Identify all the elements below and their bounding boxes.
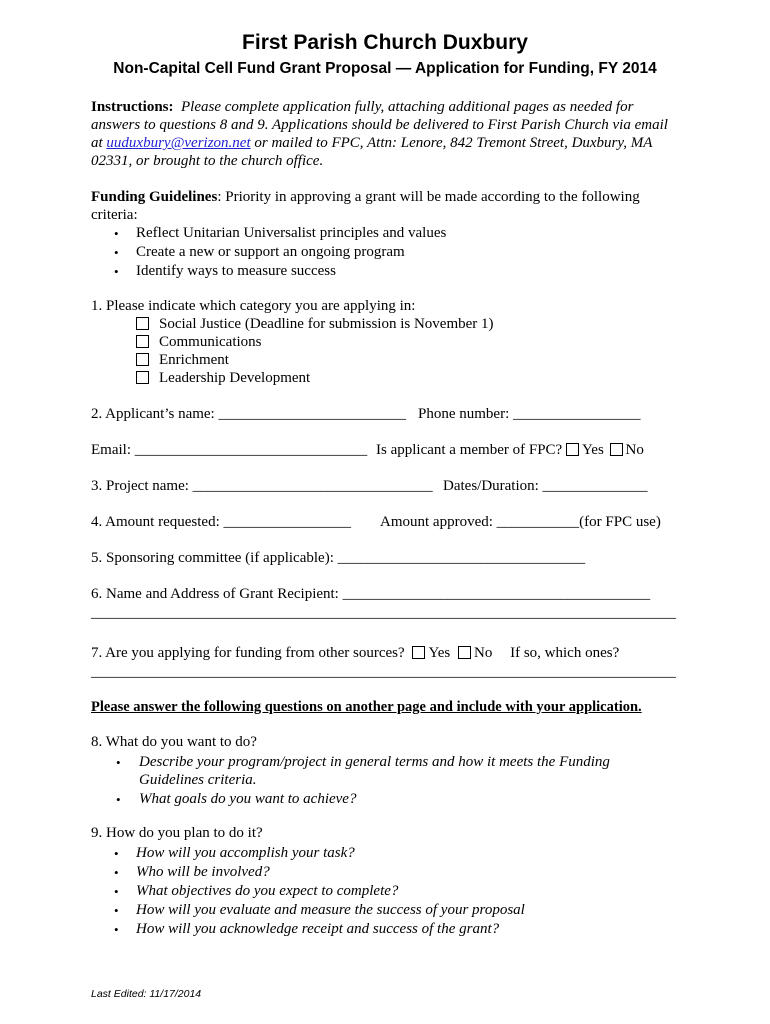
guidelines-label: Funding Guidelines (91, 189, 218, 205)
other-funding-question (91, 645, 619, 662)
instructions-label: Instructions: (91, 99, 174, 115)
dates-duration-field[interactable]: Dates/Duration: ______________ (443, 478, 648, 494)
q9-item: What objectives do you expect to complete? (136, 883, 399, 899)
bullet-icon: • (114, 846, 119, 861)
other-funding-yes-checkbox[interactable] (412, 646, 425, 659)
q8-item: What goals do you want to achieve? (139, 791, 357, 807)
other-funding-yes-label: Yes (428, 645, 451, 661)
q9-item: How will you acknowledge receipt and success of the grant? (136, 921, 500, 937)
category-option[interactable] (136, 352, 229, 369)
other-funding-no-label: No (474, 645, 493, 661)
member-no-checkbox[interactable] (610, 443, 623, 456)
bullet-icon: • (114, 245, 119, 260)
instructions-text-3: or mailed to FPC, Attn: Lenore, 842 Tremont Street, Duxbury, MA (254, 135, 653, 151)
guideline-item: Reflect Unitarian Universalist principles and values (136, 225, 447, 241)
q9-item: How will you evaluate and measure the success of your proposal (136, 902, 525, 918)
q1-prompt: 1. Please indicate which category you are applying in: (91, 298, 416, 314)
bullet-icon: • (114, 226, 119, 241)
guidelines-intro-2: criteria: (91, 207, 138, 223)
other-funding-which-label: If so, which ones? (510, 645, 620, 661)
checkbox-icon[interactable] (136, 317, 149, 330)
instructions-at: at (91, 135, 103, 151)
sponsoring-committee-field[interactable]: 5. Sponsoring committee (if applicable): _________________________________ (91, 550, 586, 566)
instructions-text-1: Please complete application fully, attaching additional pages as needed for (181, 99, 634, 115)
page-subtitle: Non-Capital Cell Fund Grant Proposal — Application for Funding, FY 2014 (113, 60, 657, 77)
phone-number-field[interactable]: Phone number: _________________ (418, 406, 641, 422)
q9-item: Who will be involved? (136, 864, 270, 880)
checkbox-icon[interactable] (136, 353, 149, 366)
category-option-label: Enrichment (159, 352, 229, 368)
member-no-label: No (625, 442, 644, 458)
checkbox-icon[interactable] (136, 335, 149, 348)
instructions-line-1 (91, 98, 633, 116)
guideline-item: Create a new or support an ongoing program (136, 244, 405, 260)
grant-recipient-line-2[interactable]: ______________________________________________________________________________ (91, 605, 676, 621)
bullet-icon: • (116, 755, 121, 770)
instructions-line-3 (91, 134, 652, 152)
instructions-text-2: answers to questions 8 and 9. Applications should be delivered to First Parish Church via email (91, 117, 668, 133)
bullet-icon: • (114, 865, 119, 880)
category-option[interactable] (136, 316, 494, 333)
guidelines-intro (91, 188, 640, 206)
amount-approved-field[interactable]: Amount approved: ___________(for FPC use) (380, 514, 661, 530)
email-link[interactable]: uuduxbury@verizon.net (106, 135, 251, 151)
member-question-label: Is applicant a member of FPC? (376, 442, 563, 458)
other-funding-line-2[interactable]: ______________________________________________________________________________ (91, 664, 676, 680)
checkbox-icon[interactable] (136, 371, 149, 384)
bullet-icon: • (114, 922, 119, 937)
category-option[interactable] (136, 334, 262, 351)
applicant-name-field[interactable]: 2. Applicant’s name: _________________________ (91, 406, 406, 422)
q9-item: How will you accomplish your task? (136, 845, 355, 861)
grant-recipient-field[interactable]: 6. Name and Address of Grant Recipient: _________________________________________ (91, 586, 651, 602)
bullet-icon: • (114, 903, 119, 918)
guideline-item: Identify ways to measure success (136, 263, 336, 279)
instructions-text-4: 02331, or brought to the church office. (91, 153, 324, 169)
category-option-label: Communications (159, 334, 262, 350)
category-option[interactable] (136, 370, 310, 387)
last-edited-footer: Last Edited: 11/17/2014 (91, 988, 202, 1000)
category-option-label: Leadership Development (159, 370, 311, 386)
q8-prompt: 8. What do you want to do? (91, 734, 257, 750)
instruction-note: Please answer the following questions on another page and include with your application. (91, 699, 642, 715)
category-option-label: Social Justice (Deadline for submission is November 1) (159, 316, 494, 332)
bullet-icon: • (114, 884, 119, 899)
project-name-field[interactable]: 3. Project name: ________________________________ (91, 478, 433, 494)
bullet-icon: • (116, 792, 121, 807)
member-yes-label: Yes (581, 442, 604, 458)
email-field[interactable]: Email: _______________________________ (91, 442, 368, 458)
other-funding-prompt: 7. Are you applying for funding from other sources? (91, 645, 405, 661)
other-funding-no-checkbox[interactable] (458, 646, 471, 659)
guidelines-intro-text: : Priority in approving a grant will be made according to the following (217, 189, 640, 205)
member-yes-checkbox[interactable] (566, 443, 579, 456)
bullet-icon: • (114, 264, 119, 279)
amount-requested-field[interactable]: 4. Amount requested: _________________ (91, 514, 351, 530)
member-question (376, 442, 644, 459)
q9-prompt: 9. How do you plan to do it? (91, 825, 263, 841)
q8-item: Describe your program/project in general terms and how it meets the Funding (139, 754, 610, 770)
q8-item-cont: Guidelines criteria. (139, 772, 257, 788)
page-title: First Parish Church Duxbury (242, 31, 528, 54)
